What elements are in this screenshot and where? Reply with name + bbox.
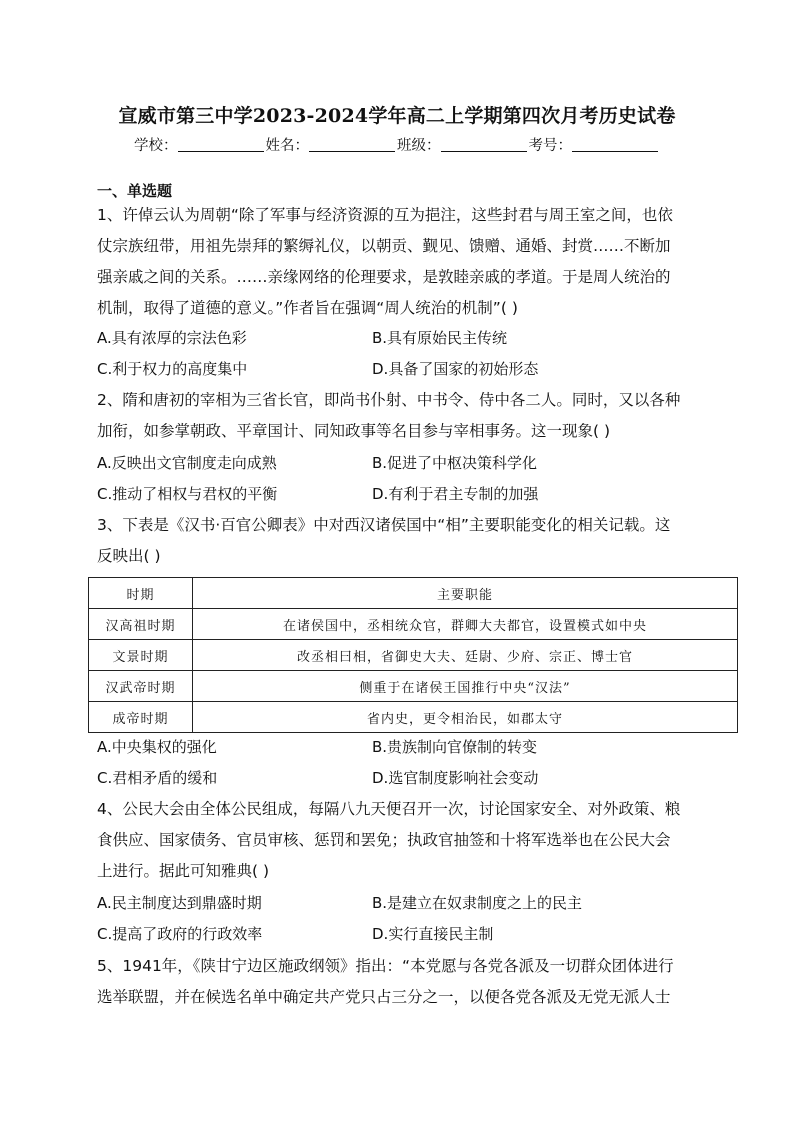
question-1-line: 1、许倬云认为周朝“除了军事与经济资源的互为挹注，这些封君与周王室之间，也依 [97, 206, 673, 224]
q1-option-d[interactable]: D.具备了国家的初始形态 [372, 360, 539, 378]
q3-data-table [88, 577, 738, 733]
question-4-options-row-1 [97, 888, 717, 919]
question-2 [97, 385, 701, 447]
q1-option-c[interactable]: C.利于权力的高度集中 [97, 360, 248, 378]
q4-option-a[interactable]: A.民主制度达到鼎盛时期 [97, 894, 262, 912]
question-3-options-row-2 [97, 763, 717, 794]
table-cell-period: 汉高祖时期 [89, 609, 193, 640]
question-3-line: 反映出( ) [97, 547, 161, 565]
question-3-line: 3、下表是《汉书·百官公卿表》中对西汉诸侯国中“相”主要职能变化的相关记载。这 [97, 516, 671, 534]
q4-option-c[interactable]: C.提高了政府的行政效率 [97, 925, 263, 943]
table-cell-period: 成帝时期 [89, 702, 193, 733]
question-1-line: 机制，取得了道德的意义。”作者旨在强调“周人统治的机制”( ) [97, 299, 518, 317]
school-label: 学校： [134, 138, 178, 154]
q3-option-b[interactable]: B.贵族制向官僚制的转变 [372, 738, 538, 756]
q2-option-b[interactable]: B.促进了中枢决策科学化 [372, 454, 538, 472]
question-2-line: 2、隋和唐初的宰相为三省长官，即尚书仆射、中书令、侍中各二人。同时，又以各种 [97, 391, 681, 409]
q2-option-a[interactable]: A.反映出文官制度走向成熟 [97, 454, 277, 472]
class-label: 班级： [397, 138, 441, 154]
question-1-line: 强亲戚之间的关系。……亲缘网络的伦理要求，是敦睦亲戚的孝道。于是周人统治的 [97, 268, 671, 286]
question-3 [97, 510, 701, 572]
table-cell-function: 省内史，更令相治民，如郡太守 [193, 702, 738, 733]
question-4-line: 上进行。据此可知雅典( ) [97, 862, 270, 880]
q1-option-b[interactable]: B.具有原始民主传统 [372, 329, 508, 347]
table-row [89, 671, 738, 702]
question-4-line: 食供应、国家债务、官员审核、惩罚和罢免；执政官抽签和十将军选举也在公民大会 [97, 831, 671, 849]
table-cell-function: 侧重于在诸侯王国推行中央“汉法” [193, 671, 738, 702]
question-1-options-row-1 [97, 323, 717, 354]
table-header-cell: 时期 [89, 578, 193, 609]
question-3-options-row-1 [97, 732, 717, 763]
table-cell-period: 文景时期 [89, 640, 193, 671]
q4-option-d[interactable]: D.实行直接民主制 [372, 925, 494, 943]
table-row [89, 702, 738, 733]
question-4-line: 4、公民大会由全体公民组成，每隔八九天便召开一次，讨论国家安全、对外政策、粮 [97, 800, 681, 818]
q1-option-a[interactable]: A.具有浓厚的宗法色彩 [97, 329, 247, 347]
student-info-line [0, 134, 794, 155]
class-blank[interactable] [441, 137, 527, 152]
question-1 [97, 200, 701, 324]
exam-title: 宣威市第三中学2023-2024学年高二上学期第四次月考历史试卷 [118, 105, 676, 127]
name-label: 姓名： [265, 138, 309, 154]
question-5-line: 5、1941年，《陕甘宁边区施政纲领》指出：“本党愿与各党各派及一切群众团体进行 [97, 957, 674, 975]
table-cell-period: 汉武帝时期 [89, 671, 193, 702]
table-row [89, 640, 738, 671]
question-4-options-row-2 [97, 919, 717, 950]
table-row [89, 609, 738, 640]
q3-option-c[interactable]: C.君相矛盾的缓和 [97, 769, 218, 787]
q2-option-c[interactable]: C.推动了相权与君权的平衡 [97, 485, 278, 503]
question-5 [97, 951, 701, 1013]
exam-number-label: 考号： [528, 138, 572, 154]
question-5-line: 选举联盟，并在候选名单中确定共产党只占三分之一，以便各党各派及无党无派人士 [97, 988, 671, 1006]
question-2-options-row-2 [97, 479, 717, 510]
name-blank[interactable] [309, 137, 395, 152]
question-1-line: 仗宗族纽带，用祖先崇拜的繁缛礼仪，以朝贡、觐见、馈赠、通婚、封赏……不断加 [97, 237, 671, 255]
question-4 [97, 794, 701, 887]
q4-option-b[interactable]: B.是建立在奴隶制度之上的民主 [372, 894, 583, 912]
table-cell-function: 改丞相曰相，省御史大夫、廷尉、少府、宗正、博士官 [193, 640, 738, 671]
question-2-line: 加衔，如参掌朝政、平章国计、同知政事等名目参与宰相事务。这一现象( ) [97, 422, 611, 440]
question-1-options-row-2 [97, 354, 717, 385]
q3-option-d[interactable]: D.选官制度影响社会变动 [372, 769, 539, 787]
exam-number-blank[interactable] [572, 137, 658, 152]
table-header-cell: 主要职能 [193, 578, 738, 609]
section-heading: 一、单选题 [97, 182, 173, 200]
question-2-options-row-1 [97, 448, 717, 479]
q2-option-d[interactable]: D.有利于君主专制的加强 [372, 485, 539, 503]
q3-option-a[interactable]: A.中央集权的强化 [97, 738, 217, 756]
table-cell-function: 在诸侯国中，丞相统众官，群卿大夫都官，设置模式如中央 [193, 609, 738, 640]
school-blank[interactable] [178, 137, 264, 152]
table-header-row [89, 578, 738, 609]
